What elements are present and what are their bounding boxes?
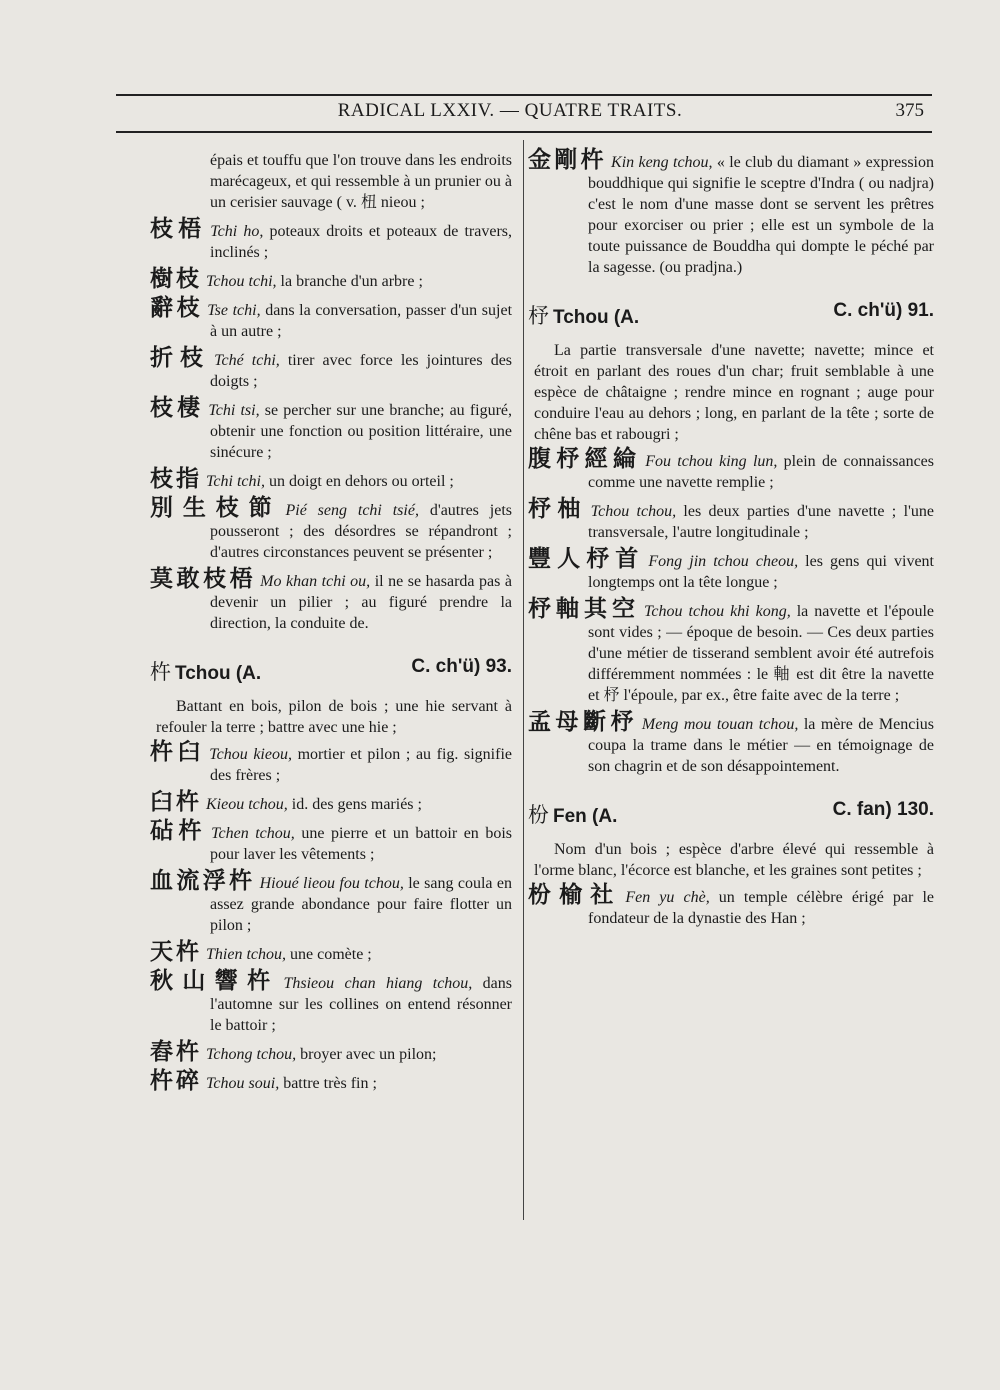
entry-definition: se percher sur une branche; au figuré, obtenir une fonction ou position littéraire, une sinécure ; [210,402,513,461]
dictionary-entry [528,496,935,543]
entry-characters: 枝指 [150,466,202,492]
heading-romanization: Fen (A. [553,806,618,827]
entry-list [528,882,934,929]
entry-characters: 杼柚 [528,496,587,522]
entry-romanization: Kieou tchou, [206,796,288,813]
header-rule-top [116,94,932,96]
entry-characters: 杵碎 [150,1068,202,1094]
dictionary-entry [150,466,512,492]
character-heading [528,799,934,829]
entry-romanization: Tchi ho, [210,223,264,240]
heading-character: 杼 [528,304,549,328]
entry-romanization: Tchou kieou, [209,746,292,763]
character-heading [150,656,512,686]
entry-characters: 莫敢枝梧 [150,566,257,592]
entry-definition: poteaux droits et poteaux de travers, inclinés ; [210,223,513,261]
entry-definition: dans l'automne sur les collines on entend résonner le battoir ; [210,975,513,1034]
entry-characters: 豐人杼首 [528,546,645,572]
entry-definition: les gens qui vivent longtemps ont la tête longue ; [588,553,934,591]
entry-characters: 臼杵 [150,789,202,815]
dictionary-entry [150,818,512,865]
running-head: RADICAL LXXIV. — QUATRE TRAITS. [337,100,683,121]
entry-characters: 折枝 [150,345,211,371]
entry-romanization: Fong jin tchou cheou, [648,553,799,570]
entry-romanization: Tchou tchou, [590,503,677,520]
entry-definition: d'autres jets pousseront ; des désordres se répandront ; d'autres circonstances peuvent se présenter ; [210,502,512,561]
entry-characters: 血流浮杵 [150,868,256,894]
entry-characters: 秋山響杵 [150,968,280,994]
entry-romanization: Thien tchou, [206,946,286,963]
dictionary-entry [528,546,934,593]
entry-romanization: Pié seng tchi tsié, [285,502,419,519]
entry-characters: 舂杵 [150,1039,202,1065]
definition-paragraph: Nom d'un bois ; espèce d'arbre élevé qui ressemble à l'orme blanc, l'écorce est blanche, et les graines sont petites ; [534,841,934,879]
entry-romanization: Fen yu chè, [625,889,710,906]
heading-code: C. fan) 130. [832,799,934,820]
right-column [528,147,935,935]
dictionary-entry [150,968,513,1036]
character-heading [528,300,934,330]
continuation-text: épais et touffu que l'on trouve dans les endroits marécageux, et qui ressemble à un prunier ou à un cerisier sauvage ( v. 杻 nieou ; [210,152,512,211]
dictionary-entry [528,596,934,706]
dictionary-entry [528,882,934,929]
dictionary-entry [150,566,513,634]
entry-characters: 枝梧 [150,216,207,242]
entry-definition: un temple célèbre érigé par le fondateur de la dynastie des Han ; [588,889,934,927]
entry-list [528,446,935,777]
entry-romanization: Tchou soui, [206,1075,280,1092]
heading-code: C. ch'ü) 91. [833,300,934,321]
entry-definition: il ne se hasarda pas à devenir un pilier ; au figuré prendre la direction, la conduite de. [210,573,513,632]
entry-characters: 枝棲 [150,395,205,421]
entry-romanization: Tchong tchou, [206,1046,297,1063]
dictionary-entry [150,295,513,342]
entry-definition: broyer avec un pilon; [296,1046,437,1063]
entry-characters: 砧杵 [150,818,208,844]
entry-romanization: Meng mou touan tchou, [641,716,799,733]
entry-romanization: Thsieou chan hiang tchou, [283,975,473,992]
entry-definition: la mère de Mencius coupa la trame dans le métier — en témoignage de son chagrin et de son désappointement. [588,716,934,775]
entry-romanization: Kin keng tchou, [611,154,713,171]
heading-romanization: Tchou (A. [553,307,640,328]
entry-definition: battre très fin ; [279,1075,377,1092]
dictionary-entry [150,789,512,815]
dictionary-entry [150,1039,512,1065]
entry-characters: 金剛杵 [528,147,608,173]
dictionary-entry [150,266,512,292]
entry-characters: 辭枝 [150,295,204,321]
dictionary-entry [150,739,513,786]
definition-paragraph: Battant en bois, pilon de bois ; une hie servant à refouler la terre ; battre avec une hie ; [156,698,512,736]
entry-definition: plein de connaissances comme une navette remplie ; [588,453,935,491]
entry-characters: 孟母斷杼 [528,709,638,735]
left-column [150,150,512,1100]
entry-characters: 杼軸其空 [528,596,640,622]
header-rule-bottom [116,131,932,133]
page-number: 375 [895,100,924,121]
entry-characters: 別生枝節 [150,495,282,521]
entry-definition: la branche d'un arbre ; [276,273,423,290]
entry-romanization: Tché tchi, [214,352,280,369]
entry-definition: une pierre et un battoir en bois pour laver les vêtements ; [210,825,512,863]
heading-character: 杵 [150,660,171,684]
entry-characters: 杵臼 [150,739,206,765]
dictionary-entry [528,709,934,777]
entry-list [150,216,513,634]
definition-paragraph: La partie transversale d'une navette; navette; mince et étroit en parlant des roues d'un char; fruit semblable à une espèce de châtaigne ; rendre mince en rognant ; auge pour conduire l'eau au dehors ; long, en parlant de la tête ; sorte de chêne bas et rabougri ; [534,342,934,443]
entry-definition: une comète ; [286,946,372,963]
dictionary-entry [150,495,512,563]
heading-code: C. ch'ü) 93. [411,656,512,677]
entry-characters: 枌榆社 [528,882,622,908]
entry-definition: tirer avec force les jointures des doigts ; [210,352,513,390]
column-divider [523,140,524,1220]
dictionary-entry [150,395,513,463]
entry-romanization: Mo khan tchi ou, [260,573,371,590]
dictionary-entry [150,868,513,936]
entry-romanization: Tse tchi, [207,302,261,319]
entry-list [150,739,513,1094]
entry-romanization: Fou tchou king lun, [645,453,778,470]
heading-character: 枌 [528,803,549,827]
entry-definition: le sang coula en assez grande abondance pour faire flotter un pilon ; [210,875,513,934]
entry-definition: les deux parties d'une navette ; l'une transversale, l'autre longitudinale ; [588,503,935,541]
entry-romanization: Tchi tsi, [208,402,260,419]
entry-definition: dans la conversation, passer d'un sujet à un autre ; [210,302,513,340]
entry-definition: la navette et l'époule sont vides ; — époque de besoin. — Ces deux parties d'une métier de tisserand semblent avoir été autrefois différemment nommées : le 軸 est dit être la navette et 杼 l'époule, par ex., être faite avec de la terre ; [588,603,934,704]
entry-romanization: Tchou tchou khi kong, [644,603,791,620]
entry-definition: id. des gens mariés ; [287,796,422,813]
entry-romanization: Tchen tchou, [211,825,295,842]
heading-romanization: Tchou (A. [175,663,262,684]
entry-romanization: Tchou tchi, [206,273,277,290]
entry-characters: 樹枝 [150,266,202,292]
entry-list [528,147,934,278]
dictionary-entry [150,345,513,392]
entry-definition: mortier et pilon ; au fig. signifie des frères ; [210,746,513,784]
entry-characters: 天杵 [150,939,202,965]
entry-romanization: Hioué lieou fou tchou, [259,875,404,892]
dictionary-entry [528,147,934,278]
dictionary-entry [150,939,512,965]
entry-definition: un doigt en dehors ou orteil ; [264,473,454,490]
dictionary-entry [150,216,513,263]
entry-romanization: Tchi tchi, [206,473,265,490]
dictionary-entry [528,446,935,493]
entry-characters: 腹杼經綸 [528,446,642,472]
dictionary-entry [150,1068,512,1094]
entry-definition: « le club du diamant » expression bouddhique qui signifie le sceptre d'Indra ( ou nadjra) c'est le nom d'une masse dont se servent les prêtres pour exorciser ou prier ; elle est un symbole de la toute puissance de Bouddha qui dompte le péché par la sagesse. (ou pradjna.) [588,154,934,276]
